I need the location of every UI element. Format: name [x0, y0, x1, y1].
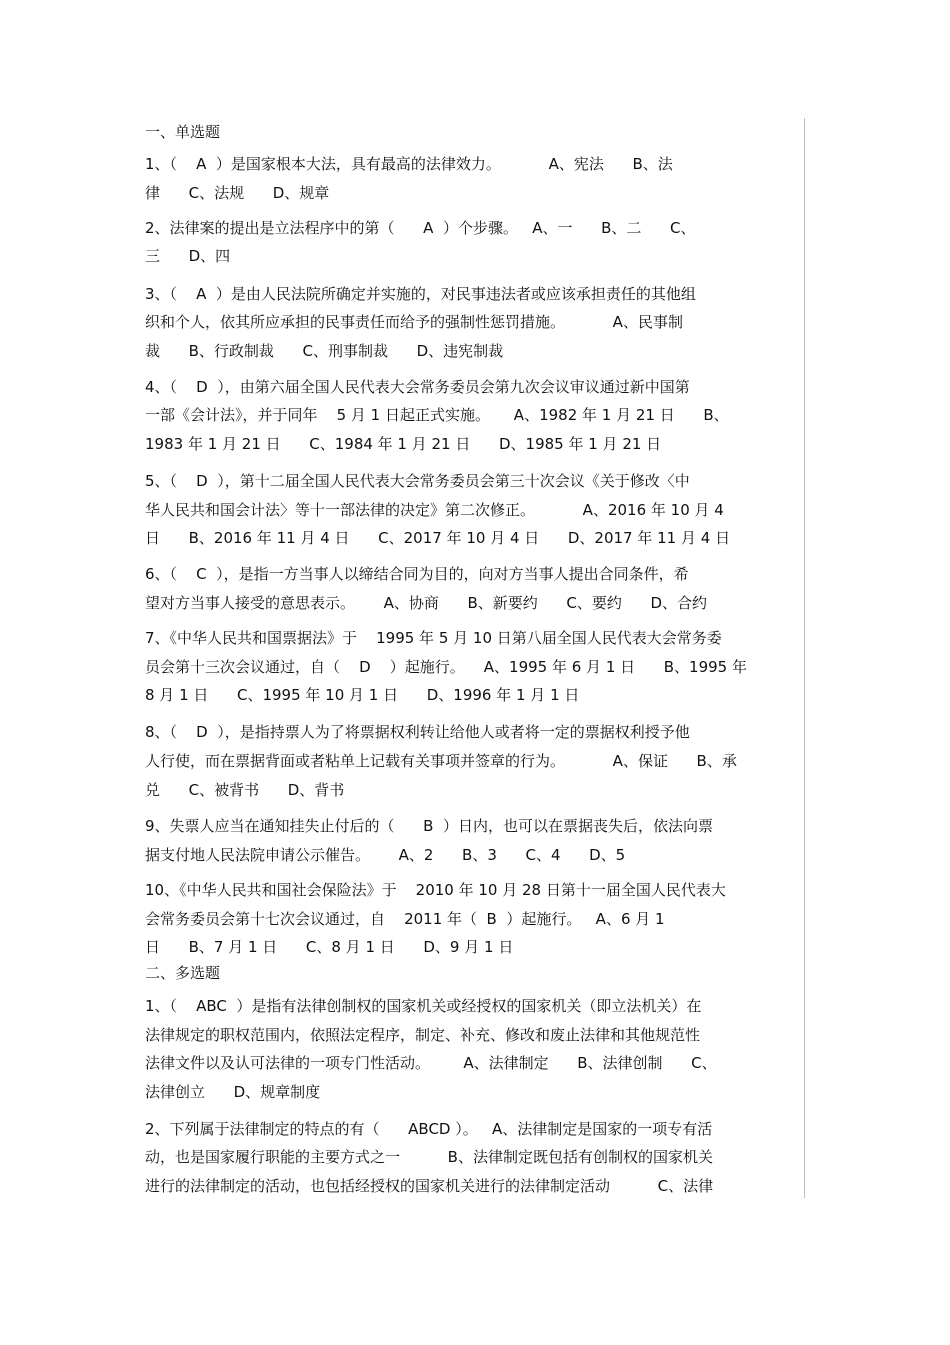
text-line: 律 C、法规 D、规章	[145, 184, 330, 202]
text-line: 进行的法律制定的活动，也包括经授权的国家机关进行的法律制定活动 C、法律	[145, 1177, 714, 1195]
text-line: 3、（ A ）是由人民法院所确定并实施的，对民事违法者或应该承担责任的其他组	[145, 285, 696, 303]
text-line: 法律文件以及认可法律的一项专门性活动。 A、法律制定 B、法律创制 C、	[145, 1054, 717, 1072]
text-line: 10、《中华人民共和国社会保险法》于 2010 年 10 月 28 日第十一届全国人民代表大	[145, 881, 726, 899]
text-line: 2、下列属于法律制定的特点的有（ ABCD ）。 A、法律制定是国家的一项专有活	[145, 1120, 713, 1138]
text-line: 6、（ C ），是指一方当事人以缔结合同为目的，向对方当事人提出合同条件，希	[145, 565, 689, 583]
page-margin-rule	[804, 118, 805, 1198]
text-line: 4、（ D ），由第六届全国人民代表大会常务委员会第九次会议审议通过新中国第	[145, 378, 690, 396]
text-line: 9、失票人应当在通知挂失止付后的（ B ）日内，也可以在票据丧失后，依法向票	[145, 817, 713, 835]
text-line: 员会第十三次会议通过，自（ D ）起施行。 A、1995 年 6 月 1 日 B、1995 年	[145, 658, 747, 676]
section-heading-single-choice: 一、单选题	[145, 123, 221, 141]
text-line: 一部《会计法》，并于同年 5 月 1 日起正式实施。 A、1982 年 1 月 21 日 B、	[145, 406, 729, 424]
text-line: 5、（ D ），第十二届全国人民代表大会常务委员会第三十次会议《关于修改〈中	[145, 472, 690, 490]
text-line: 三 D、四	[145, 247, 231, 265]
text-line: 织和个人，依其所应承担的民事责任而给予的强制性惩罚措施。 A、民事制	[145, 313, 683, 331]
text-line: 8 月 1 日 C、1995 年 10 月 1 日 D、1996 年 1 月 1 日	[145, 686, 580, 704]
text-line: 望对方当事人接受的意思表示。 A、协商 B、新要约 C、要约 D、合约	[145, 594, 708, 612]
text-line: 日 B、2016 年 11 月 4 日 C、2017 年 10 月 4 日 D、2017 年 11 月 4 日	[145, 529, 731, 547]
text-line: 动，也是国家履行职能的主要方式之一 B、法律制定既包括有创制权的国家机关	[145, 1148, 713, 1166]
text-line: 华人民共和国会计法〉等十一部法律的决定》第二次修正。 A、2016 年 10 月 4	[145, 501, 724, 519]
text-line: 据支付地人民法院申请公示催告。 A、2 B、3 C、4 D、5	[145, 846, 626, 864]
text-line: 1、（ ABC ）是指有法律创制权的国家机关或经授权的国家机关（即立法机关）在	[145, 997, 702, 1015]
text-line: 兑 C、被背书 D、背书	[145, 781, 345, 799]
text-line: 1983 年 1 月 21 日 C、1984 年 1 月 21 日 D、1985 年 1 月 21 日	[145, 435, 662, 453]
text-line: 2、法律案的提出是立法程序中的第（ A ）个步骤。 A、一 B、二 C、	[145, 219, 696, 237]
text-line: 法律规定的职权范围内，依照法定程序，制定、补充、修改和废止法律和其他规范性	[145, 1026, 701, 1044]
section-heading-multiple-choice: 二、多选题	[145, 964, 221, 982]
text-line: 法律创立 D、规章制度	[145, 1083, 321, 1101]
text-line: 8、（ D ），是指持票人为了将票据权利转让给他人或者将一定的票据权利授予他	[145, 723, 690, 741]
text-line: 裁 B、行政制裁 C、刑事制裁 D、违宪制裁	[145, 342, 504, 360]
text-line: 7、《中华人民共和国票据法》于 1995 年 5 月 10 日第八届全国人民代表大会常务委	[145, 629, 722, 647]
text-line: 会常务委员会第十七次会议通过，自 2011 年（ B ）起施行。 A、6 月 1	[145, 910, 665, 928]
text-line: 人行使，而在票据背面或者粘单上记载有关事项并签章的行为。 A、保证 B、承	[145, 752, 737, 770]
text-line: 日 B、7 月 1 日 C、8 月 1 日 D、9 月 1 日	[145, 938, 514, 956]
text-line: 1、（ A ）是国家根本大法，具有最高的法律效力。 A、宪法 B、法	[145, 155, 673, 173]
